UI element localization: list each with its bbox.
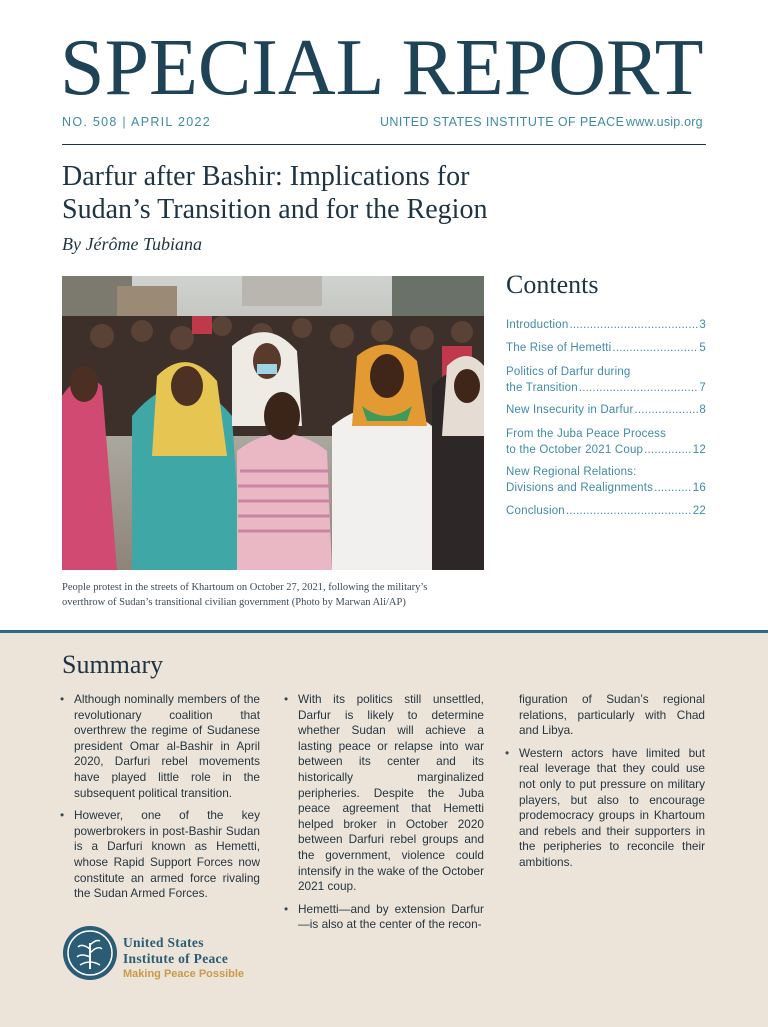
summary-bullet-continued: figuration of Sudan’s regional relations, particularly with Chad and Libya.: [519, 692, 705, 738]
toc-item[interactable]: [506, 365, 706, 396]
usip-logo-icon: [62, 925, 118, 981]
toc-item-label: Conclusion: [506, 505, 565, 517]
toc-item[interactable]: [506, 465, 706, 496]
contents-heading: Contents: [506, 270, 599, 299]
toc-item-page: 8: [699, 404, 706, 416]
usip-logo-name: [123, 935, 228, 967]
toc-item-label: Introduction: [506, 319, 569, 331]
toc-item-label: New Insecurity in Darfur: [506, 404, 634, 416]
toc-leader: [579, 381, 699, 397]
protest-photo: [62, 276, 484, 570]
summary-column: [505, 692, 705, 878]
toc-leader: [635, 403, 699, 419]
masthead-title: SPECIAL REPORT: [60, 24, 704, 112]
toc-leader: [644, 443, 692, 459]
toc-item-label-continued: Divisions and Realignments: [506, 481, 654, 494]
photo-caption-line: People protest in the streets of Khartoum on October 27, 2021, following the military’s: [62, 582, 428, 593]
toc-item-page: 7: [699, 381, 706, 394]
photo-caption: [62, 580, 482, 610]
toc-item-label: From the Juba Peace Process: [506, 428, 667, 440]
summary-bullet: • However, one of the key powerbrokers in post-Bashir Sudan is a Darfuri known as Hemetti, whose Rapid Support Forces now constitute an armed force rivaling the Sudan Armed Forces.: [60, 808, 260, 902]
toc-leader: [612, 341, 698, 357]
summary-bullet: • Western actors have limited but real leverage that they could use not only to put pressure on military players, but also to encourage prodemocracy groups in Khartoum and rebels and their supporters in the peripheries to reconcile their ambitions.: [505, 746, 705, 871]
toc-item[interactable]: [506, 341, 706, 357]
toc-item-page: 3: [699, 319, 706, 331]
summary-bullet: • With its politics still unsettled, Darfur is likely to determine whether Sudan will achieve a lasting peace or relapse into war between its center and its historically marginalized peripheries. Despite the Juba peace agreement that Hemetti helped broker in October 2020 between Darfuri rebel groups and the government, violence could intensify in the wake of the October 2021 coup.: [284, 692, 484, 895]
toc-leader: [570, 318, 699, 334]
report-title: [62, 160, 522, 226]
protest-photo-image: [62, 276, 484, 570]
usip-logo-name-line: United States: [123, 935, 204, 950]
byline: By Jérôme Tubiana: [62, 234, 202, 254]
toc-item-page: 16: [692, 481, 706, 494]
toc-item-label: Politics of Darfur during: [506, 366, 631, 378]
toc-item[interactable]: [506, 318, 706, 334]
photo-caption-line: overthrow of Sudan’s transitional civilian government (Photo by Marwan Ali/AP): [62, 597, 406, 608]
summary-column: [284, 692, 484, 940]
toc-item-label-continued: the Transition: [506, 381, 578, 394]
toc-item-page: 22: [692, 505, 706, 517]
report-title-line: Darfur after Bashir: Implications for: [62, 161, 470, 192]
report-title-line: Sudan’s Transition and for the Region: [62, 194, 488, 225]
toc-item-label-continued: to the October 2021 Coup: [506, 443, 644, 456]
usip-logo-name-line: Institute of Peace: [123, 951, 229, 966]
toc-leader: [566, 504, 692, 520]
toc-item[interactable]: [506, 504, 706, 520]
usip-tagline: Making Peace Possible: [123, 968, 245, 980]
website-link[interactable]: www.usip.org: [626, 115, 703, 129]
organization-name: UNITED STATES INSTITUTE OF PEACE: [380, 115, 625, 129]
summary-heading: Summary: [62, 650, 164, 679]
summary-column: [60, 692, 260, 909]
toc-item-label: The Rise of Hemetti: [506, 342, 612, 354]
issue-number: NO. 508 | APRIL 2022: [62, 115, 211, 129]
summary-bullet: • Although nominally members of the revolutionary coalition that overthrew the regime of Sudanese president Omar al-Bashir in April 2020, Darfuri rebel movements have played little role in the subsequent political transition.: [60, 692, 260, 801]
toc-item[interactable]: [506, 403, 706, 419]
summary-bullet: • Hemetti—and by extension Darfur—is also at the center of the recon-: [284, 902, 484, 933]
toc-item-label: New Regional Relations:: [506, 466, 637, 478]
toc-item[interactable]: [506, 427, 706, 458]
toc-leader: [654, 481, 692, 497]
toc-item-page: 12: [692, 443, 706, 456]
header-divider: [62, 144, 706, 145]
toc-item-page: 5: [699, 342, 706, 354]
